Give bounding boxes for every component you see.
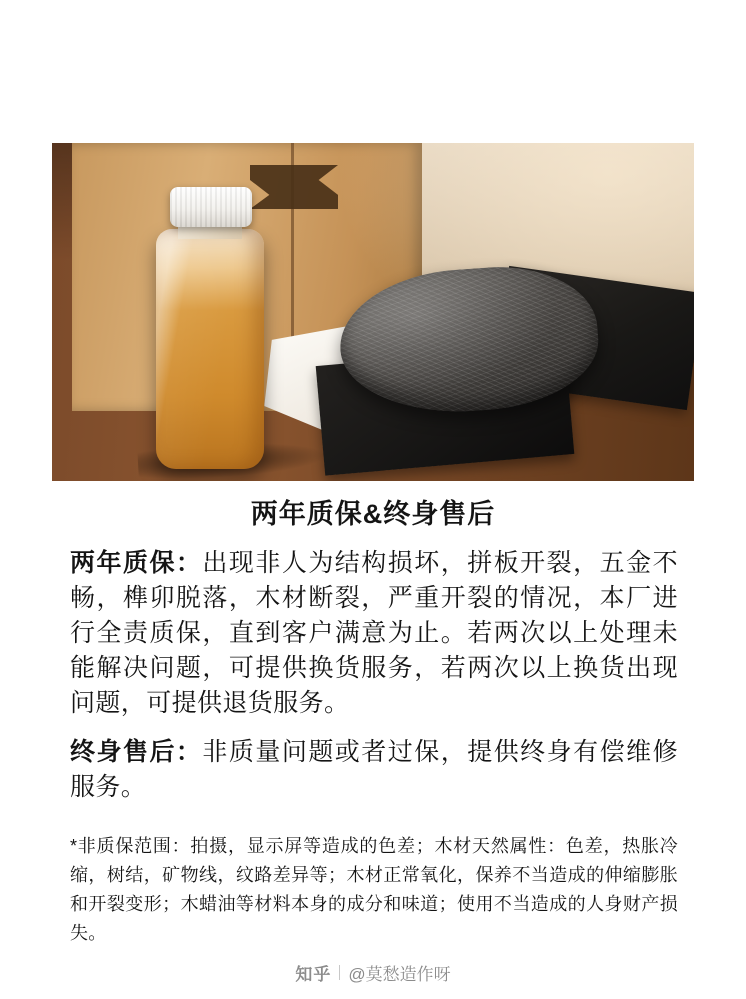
- footer-username: @莫愁造作呀: [348, 965, 451, 984]
- oil-bottle-cap: [170, 187, 252, 227]
- page-title: 两年质保&终身售后: [250, 499, 496, 529]
- zhihu-logo: 知乎: [295, 965, 332, 984]
- footer-watermark: [0, 960, 746, 985]
- warranty-lead: 两年质保：: [70, 549, 203, 577]
- aftersales-paragraph: [70, 735, 678, 805]
- oil-bottle-body: [156, 229, 264, 469]
- product-photo: [52, 143, 694, 481]
- photo-canvas: [52, 143, 694, 481]
- aftersales-lead: 终身售后：: [70, 738, 203, 766]
- exclusions-footnote: *非质保范围：拍摄，显示屏等造成的色差；木材天然属性：色差，热胀冷缩，树结，矿物线，纹路差异等；木材正常氧化，保养不当造成的伸缩膨胀和开裂变形；木蜡油等材料本身的成分和味道；使用不当造成的人身财产损失。: [70, 836, 678, 943]
- warranty-paragraph: [70, 546, 678, 721]
- footer-divider: [339, 965, 340, 980]
- warranty-text: 出现非人为结构损坏，拼板开裂，五金不畅，榫卯脱落，木材断裂，严重开裂的情况，本厂进行全责质保，直到客户满意为止。若两次以上处理未能解决问题，可提供换货服务，若两次以上换货出现问题，可提供退货服务。: [70, 549, 678, 717]
- aftersales-text: 非质量问题或者过保，提供终身有偿维修服务。: [70, 738, 678, 801]
